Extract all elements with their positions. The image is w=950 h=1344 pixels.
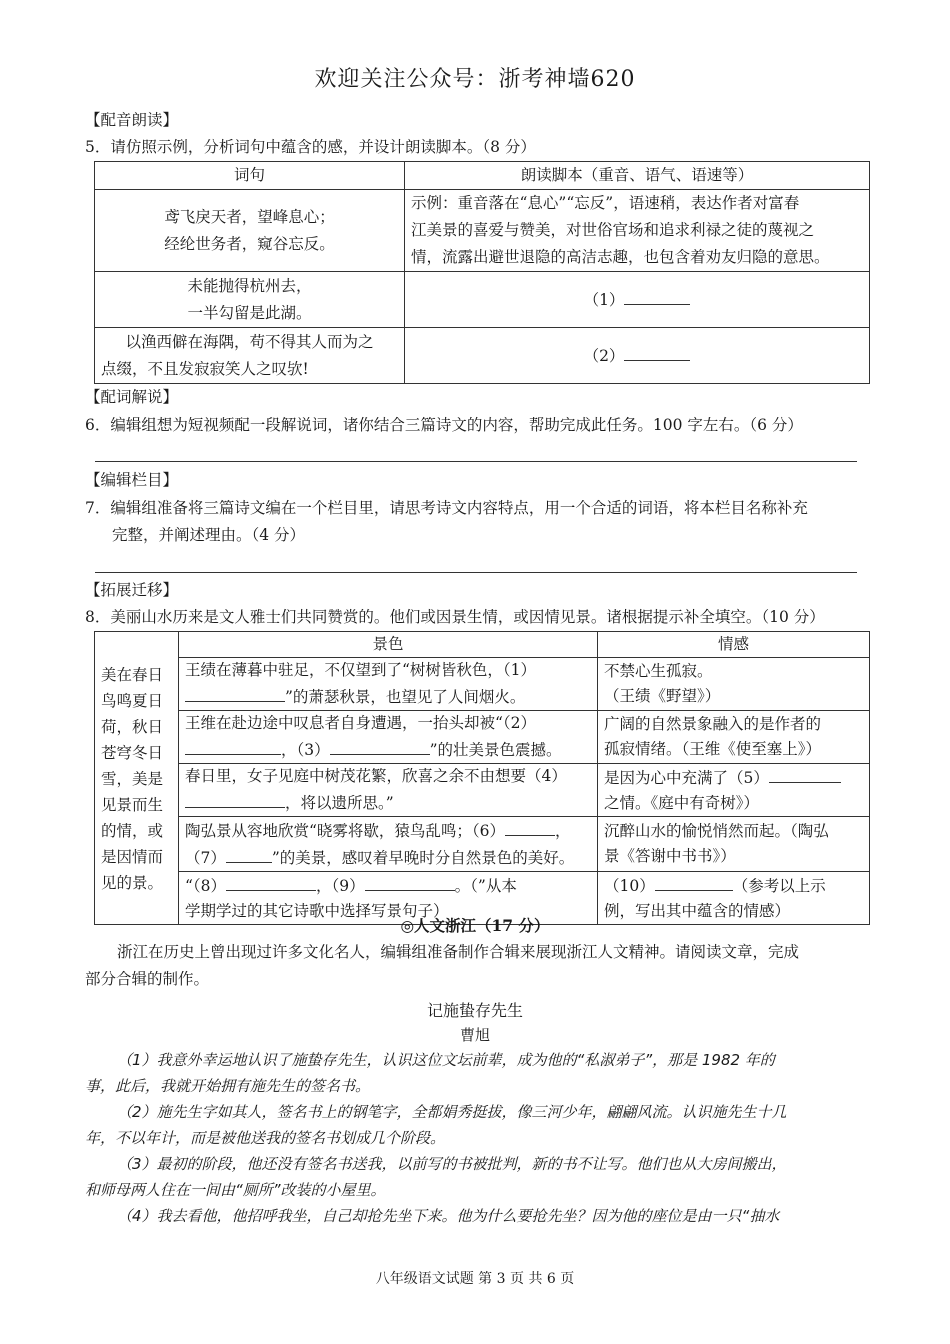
table-header-emotion: 情感: [598, 632, 870, 658]
question-5-table: [94, 161, 870, 384]
intro-line: 浙江在历史上曾出现过许多文化名人，编辑组准备制作合辑来展现浙江人文精神。请阅读文章，完成: [117, 943, 800, 961]
scene-text: ，将以遗所思。”: [285, 794, 394, 812]
paragraph-line: （3）最初的阶段，他还没有签名书送我，以前写的书被批判，新的书不让写。他们也从大房间搬出，: [117, 1155, 787, 1173]
scene-text: （7）: [185, 849, 226, 867]
text-line: 以渔西僻在海隅，苟不得其人而为之: [125, 332, 374, 351]
emotion-text: 不禁心生孤寂。: [604, 662, 713, 680]
emotion-cell-1: [598, 658, 870, 711]
side-line: 见景而生: [101, 796, 164, 814]
section-heading-extension: 【拓展迁移】: [85, 581, 179, 599]
answer-blank-1[interactable]: [185, 683, 285, 702]
emotion-text: 广阔的自然景象融入的是作者的: [604, 715, 822, 733]
script-line: 江美景的喜爱与赞美，对世俗官场和追求利禄之徒的蔑视之: [411, 221, 815, 239]
side-line: 美在春日: [101, 666, 164, 684]
answer-blank-2[interactable]: [185, 736, 281, 755]
emotion-text: 孤寂情绪。（王维《使至塞上》）: [604, 740, 822, 758]
emotion-text: 是因为心中充满了（5）: [604, 769, 769, 787]
answer-blank-10[interactable]: [655, 872, 733, 891]
table-cell-example-script: [405, 190, 870, 272]
answer-blank[interactable]: [624, 286, 690, 305]
text-line: 鸢飞戾天者，望峰息心；: [164, 207, 335, 226]
script-line: 示例：重音落在“息心”“忘反”，语速稍，表达作者对富春: [411, 194, 800, 212]
emotion-text: 沉醉山水的愉悦悄然而起。（陶弘: [604, 822, 829, 840]
essay-title: 记施蛰存先生: [426, 1001, 523, 1020]
emotion-text: （王绩《野望》）: [604, 687, 721, 705]
paragraph-line: 和师母两人住在一间由“厕所”改装的小屋里。: [85, 1181, 386, 1199]
side-line: 见的景。: [101, 874, 164, 892]
section-heading-narration: 【配词解说】: [85, 388, 179, 406]
question-7-text: 7．编辑组准备将三篇诗文编在一个栏目里，请思考诗文内容特点，用一个合适的词语，将本栏目名称补充: [85, 499, 808, 517]
part-intro: [85, 939, 865, 993]
side-line: 荷，秋日: [101, 718, 164, 736]
emotion-text: （10）: [604, 877, 655, 895]
scene-text: 王绩在薄暮中驻足，不仅望到了“树树皆秋色，（1）: [185, 661, 537, 679]
side-line: 的情，或: [101, 822, 164, 840]
scene-text: 陶弘景从容地欣赏“晓雾将歇，猿鸟乱鸣；（6）: [185, 822, 506, 840]
table-header-text: 词句: [95, 162, 405, 190]
question-8-table: [94, 631, 870, 925]
page-header-title: 欢迎关注公众号：浙考神墙620: [314, 67, 636, 92]
scene-cell-4: [179, 817, 598, 872]
answer-blank-4[interactable]: [185, 789, 285, 808]
emotion-text: （参考以上示: [732, 877, 826, 895]
table-cell-text: [95, 272, 405, 328]
scene-cell-1: [179, 658, 598, 711]
blank-label: （1）: [583, 290, 625, 309]
scene-text: 春日里，女子见庭中树茂花繁，欣喜之余不由想要（4）: [185, 767, 567, 785]
page-footer: 八年级语文试题 第 3 页 共 6 页: [375, 1271, 575, 1287]
question-6-text: 6．编辑组想为短视频配一段解说词，诸你结合三篇诗文的内容，帮助完成此任务。100 字左右。（6 分）: [85, 416, 803, 434]
section-heading-dubbing: 【配音朗读】: [85, 111, 179, 129]
side-line: 是因情而: [101, 848, 164, 866]
answer-blank-6[interactable]: [505, 817, 555, 836]
scene-text: 学期学过的其它诗歌中选择写景句子）: [185, 902, 449, 920]
table-header-script: 朗读脚本（重音、语气、语速等）: [405, 162, 870, 190]
paragraph-line: （4）我去看他，他招呼我坐，自己却抢先坐下来。他为什么要抢先坐？因为他的座位是由一只“抽水: [117, 1207, 780, 1225]
question-8-text: 8．美丽山水历来是文人雅士们共同赞赏的。他们或因景生情，或因情见景。诸根据提示补全填空。（10 分）: [85, 608, 825, 626]
emotion-cell-4: [598, 817, 870, 872]
side-line: 鸟鸣夏日: [101, 692, 164, 710]
text-line: 一半勾留是此湖。: [187, 303, 312, 322]
question-7-text-cont: 完整，并阐述理由。（4 分）: [112, 526, 306, 544]
scene-text: 王维在赴边途中叹息者自身遭遇，一抬头却被“（2）: [185, 714, 537, 732]
emotion-text: 例，写出其中蕴含的情感）: [604, 902, 791, 920]
side-line: 雪，美是: [101, 770, 164, 788]
paragraph-line: （1）我意外幸运地认识了施蛰存先生，认识这位文坛前辈，成为他的“私淑弟子”，那是 1982 年的: [117, 1051, 775, 1069]
answer-blank-3[interactable]: [330, 736, 430, 755]
answer-blank[interactable]: [624, 342, 690, 361]
section-heading-column: 【编辑栏目】: [85, 471, 179, 489]
answer-line-q6[interactable]: [95, 461, 857, 462]
paragraph-line: 年，不以年计，而是被他送我的签名书划成几个阶段。: [85, 1129, 446, 1147]
emotion-text: 景《答谢中书书》）: [604, 847, 736, 865]
intro-line: 部分合辑的制作。: [85, 970, 210, 988]
scene-text: ，（3）: [281, 741, 330, 759]
scene-cell-3: [179, 764, 598, 817]
table-cell-answer-2[interactable]: [405, 328, 870, 384]
blank-label: （2）: [583, 346, 625, 365]
scene-text: “（8）: [185, 877, 227, 895]
scene-text: ”的萧瑟秋景，也望见了人间烟火。: [285, 688, 526, 706]
table-cell-text: [95, 328, 405, 384]
part-title: ◎人文浙江（17 分）: [400, 916, 550, 935]
paragraph-line: 事，此后，我就开始拥有施先生的签名书。: [85, 1077, 371, 1095]
scene-cell-2: [179, 711, 598, 764]
answer-blank-9[interactable]: [365, 872, 455, 891]
scene-text: ”的美景，感叹着早晚时分自然景色的美好。: [271, 849, 575, 867]
scene-text: ”的壮美景色震撼。: [429, 741, 562, 759]
script-line: 情，流露出避世退隐的高洁志趣，也包含着劝友归隐的意思。: [411, 248, 830, 266]
side-line: 苍穹冬日: [101, 744, 164, 762]
table-cell-answer-1[interactable]: [405, 272, 870, 328]
essay-author: 曹旭: [459, 1026, 490, 1044]
emotion-cell-3: [598, 764, 870, 817]
text-line: 未能抛得杭州去，: [187, 276, 312, 295]
answer-line-q7[interactable]: [95, 572, 857, 573]
table-header-scene: 景色: [179, 632, 598, 658]
emotion-text: 之情。《庭中有奇树》）: [604, 794, 760, 812]
paragraph-line: （2）施先生字如其人，签名书上的钢笔字，全都娟秀挺拔，像三河少年，翩翩风流。认识施先生十几: [117, 1103, 787, 1121]
essay-body: [85, 1047, 865, 1229]
scene-text: ，: [555, 822, 571, 840]
answer-blank-5[interactable]: [769, 764, 841, 783]
question-5-text: 5．请仿照示例，分析词句中蕴含的感，并设计朗读脚本。（8 分）: [85, 138, 536, 156]
answer-blank-7[interactable]: [226, 844, 272, 863]
scene-text: ，（9）: [316, 877, 365, 895]
emotion-cell-2: [598, 711, 870, 764]
table-cell-text: [95, 190, 405, 272]
side-note: [95, 632, 179, 925]
scene-text: 。（”从本: [454, 877, 517, 895]
answer-blank-8[interactable]: [226, 872, 316, 891]
text-line: 点缀，不且发寂寂笑人之叹欤!: [101, 359, 309, 378]
text-line: 经纶世务者，窥谷忘反。: [164, 234, 335, 253]
